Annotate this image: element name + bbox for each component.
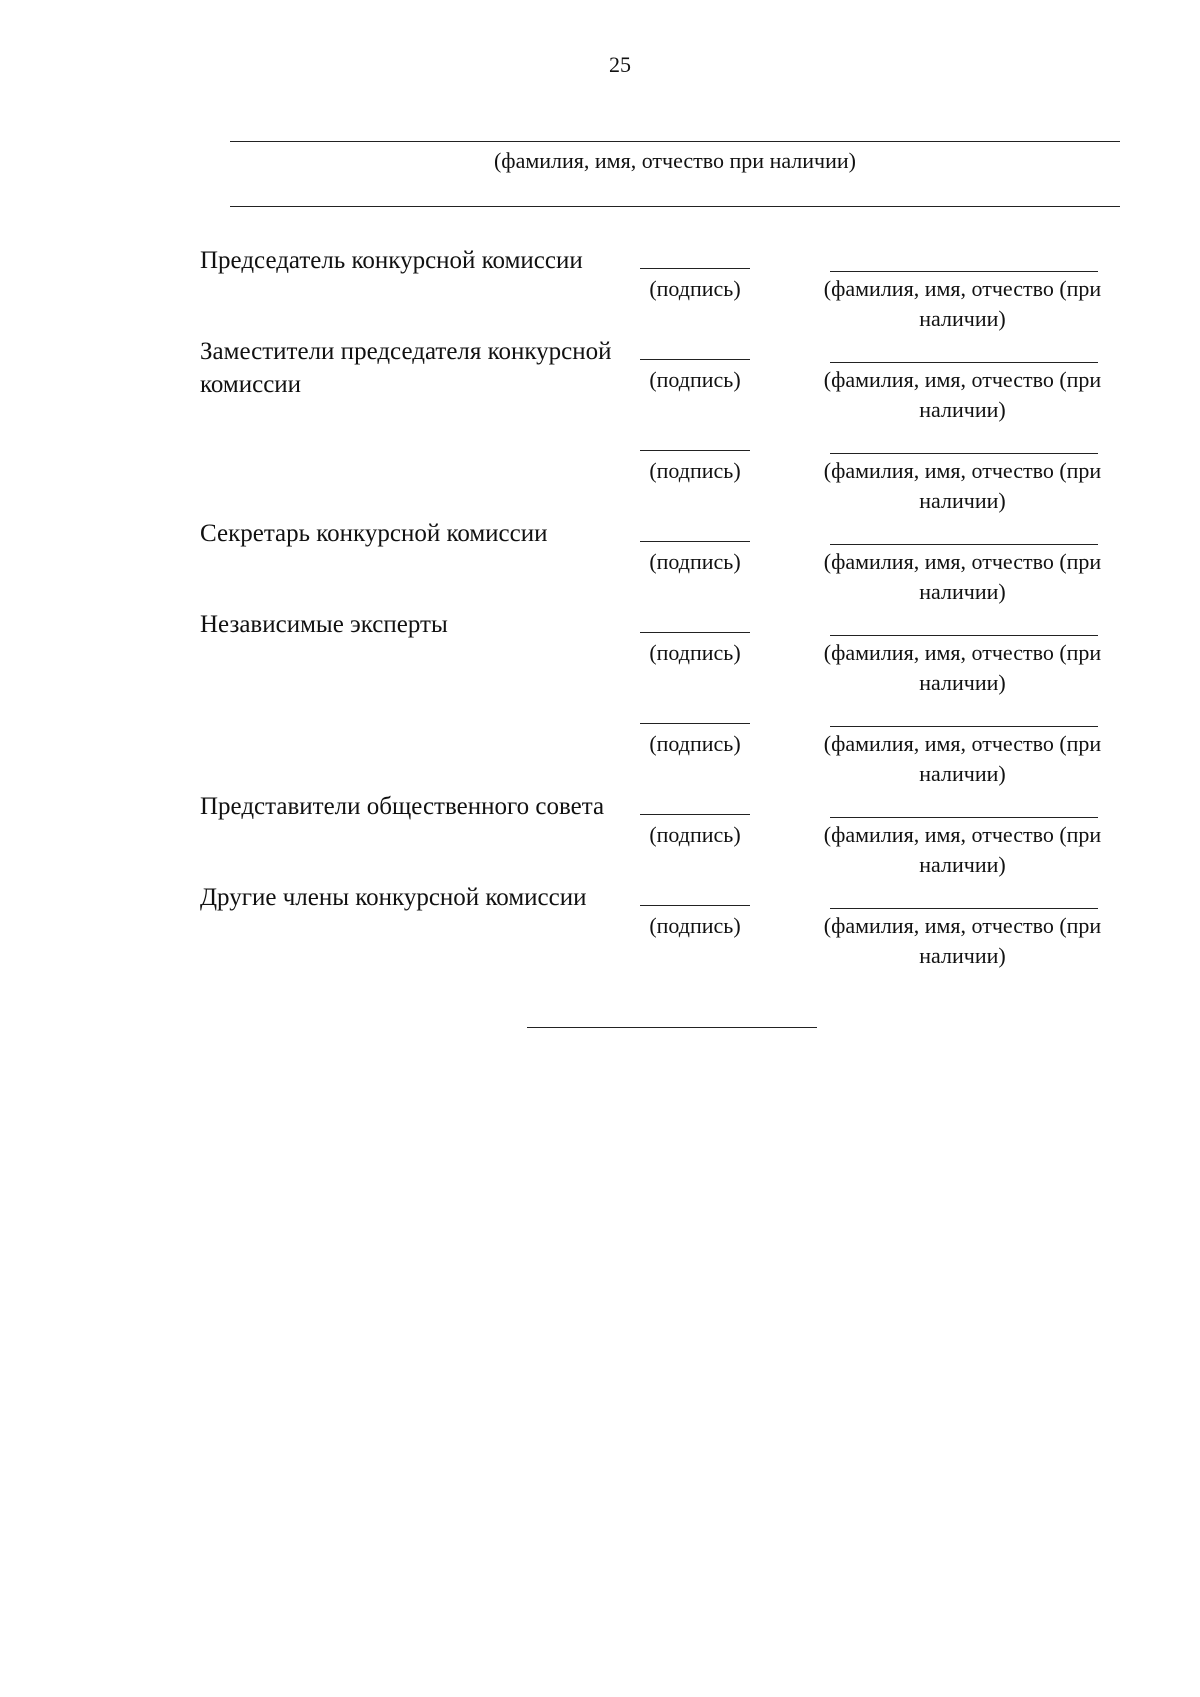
- signature-line: [640, 268, 750, 269]
- name-caption: (фамилия, имя, отчество (при наличии): [823, 367, 1102, 422]
- signature-row-deputy-chairman-2: [200, 426, 1120, 517]
- signature-row-other-members: [200, 881, 1120, 972]
- signature-caption: (подпись): [649, 822, 741, 847]
- role-chairman: Председатель конкурсной комиссии: [200, 247, 583, 274]
- signature-caption: (подпись): [649, 367, 741, 392]
- top-separator-line: [230, 206, 1120, 207]
- signature-line: [640, 450, 750, 451]
- signature-caption: (подпись): [649, 913, 741, 938]
- page-number: 25: [609, 52, 631, 77]
- name-caption: (фамилия, имя, отчество (при наличии): [823, 913, 1102, 968]
- name-caption: (фамилия, имя, отчество (при наличии): [823, 640, 1102, 695]
- signature-caption: (подпись): [649, 640, 741, 665]
- name-caption: (фамилия, имя, отчество (при наличии): [823, 458, 1102, 513]
- top-name-caption: (фамилия, имя, отчество при наличии): [493, 148, 856, 173]
- signature-line: [640, 814, 750, 815]
- signature-row-chairman: [200, 244, 1120, 335]
- end-of-document-line: [527, 1027, 817, 1028]
- name-line: [830, 726, 1098, 727]
- signature-line: [640, 359, 750, 360]
- signature-caption: (подпись): [649, 549, 741, 574]
- top-name-line: [230, 141, 1120, 142]
- name-caption: (фамилия, имя, отчество (при наличии): [823, 549, 1102, 604]
- signature-line: [640, 541, 750, 542]
- name-line: [830, 635, 1098, 636]
- signature-row-experts: [200, 608, 1120, 699]
- signature-caption: (подпись): [649, 731, 741, 756]
- role-deputy-chairman: Заместители председателя конкурсной комиссии: [200, 338, 612, 398]
- signature-row-public-council: [200, 790, 1120, 881]
- signature-row-experts-2: [200, 699, 1120, 790]
- name-line: [830, 453, 1098, 454]
- name-caption: (фамилия, имя, отчество (при наличии): [823, 276, 1102, 331]
- name-line: [830, 544, 1098, 545]
- role-independent-experts: Независимые эксперты: [200, 611, 448, 638]
- role-other-members: Другие члены конкурсной комиссии: [200, 884, 587, 911]
- role-secretary: Секретарь конкурсной комиссии: [200, 520, 548, 547]
- name-caption: (фамилия, имя, отчество (при наличии): [823, 822, 1102, 877]
- signature-row-deputy-chairman: [200, 335, 1120, 426]
- name-caption: (фамилия, имя, отчество (при наличии): [823, 731, 1102, 786]
- signature-row-secretary: [200, 517, 1120, 608]
- name-line: [830, 362, 1098, 363]
- signature-block: [200, 244, 1120, 972]
- signature-line: [640, 632, 750, 633]
- signature-line: [640, 723, 750, 724]
- name-line: [830, 908, 1098, 909]
- signature-caption: (подпись): [649, 276, 741, 301]
- signature-line: [640, 905, 750, 906]
- signature-caption: (подпись): [649, 458, 741, 483]
- role-public-council: Представители общественного совета: [200, 793, 605, 820]
- name-line: [830, 817, 1098, 818]
- name-line: [830, 271, 1098, 272]
